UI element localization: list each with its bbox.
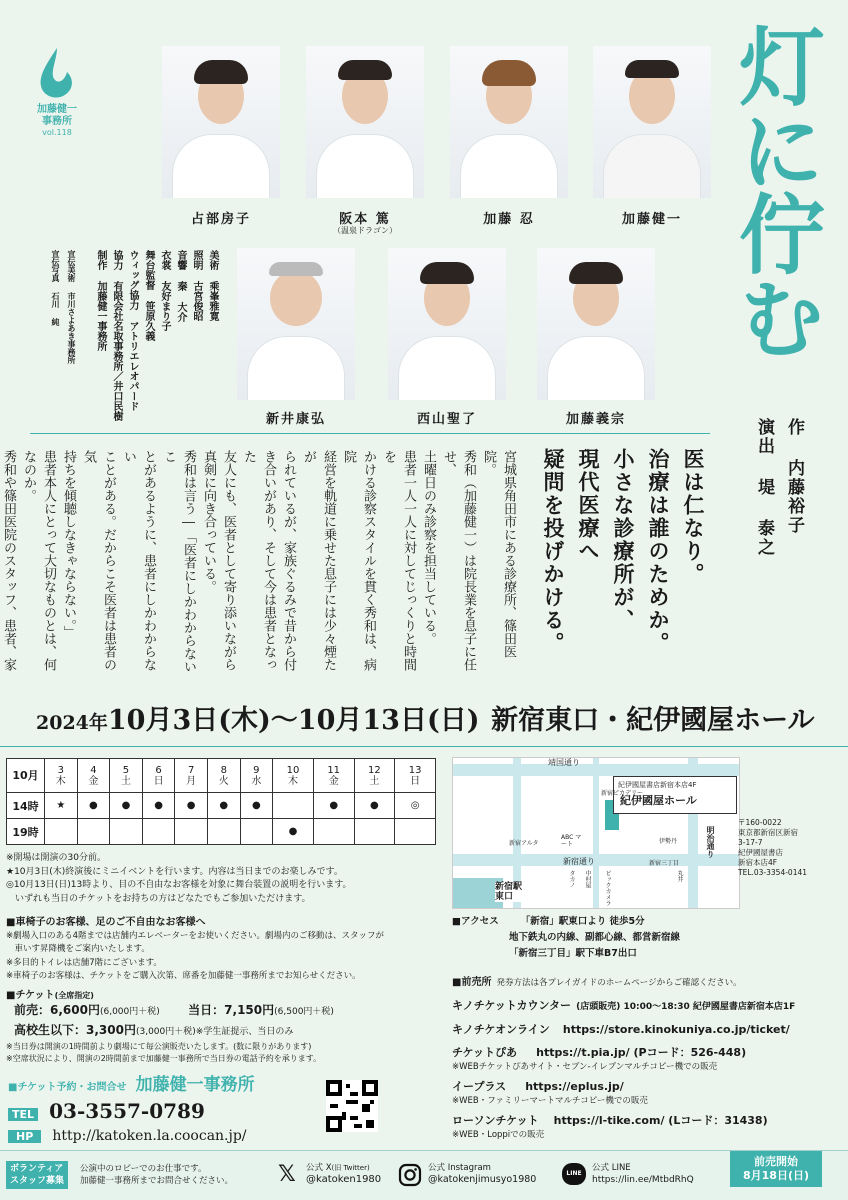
staff-credit: ウィッグ協力 アトリエレオパード	[127, 250, 138, 411]
schedule-time: 14時	[7, 793, 45, 819]
note-line: ※当日券は開演の1時間前より劇場にて毎公演販売いたします。(数に限りがあります)	[6, 1042, 312, 1051]
schedule-day: 9 水	[240, 759, 273, 793]
schedule-day: 7 月	[175, 759, 208, 793]
map-label: 新宿駅 東口	[495, 882, 531, 902]
cast-name: 新井康弘	[265, 412, 326, 427]
catch-line: 治療は誰のためか。	[646, 448, 671, 655]
vendor-name: キノチケオンライン	[452, 1023, 550, 1036]
staff-credit: 協力 有限会社名取事務所／井口民樹	[111, 250, 122, 421]
cast-photo-nishiyama	[388, 248, 506, 400]
map-label: 靖国通り	[548, 758, 580, 767]
performance-notes	[6, 852, 442, 906]
schedule-time: 19時	[7, 819, 45, 845]
access-line: 地下鉄丸の内線、副都心線、都営新宿線	[509, 932, 681, 943]
footer	[0, 1150, 848, 1200]
note-line: ※多目的トイレは店舗7階にございます。	[6, 957, 162, 968]
schedule-mark: ●	[110, 793, 143, 819]
staff-credit: 制作 加藤健一事務所	[95, 250, 106, 351]
section-divider	[30, 433, 710, 434]
address-line: 東京都新宿区新宿	[738, 828, 798, 837]
contact-info	[8, 1070, 328, 1144]
schedule-mark	[175, 819, 208, 845]
map-label: 新宿通り	[563, 857, 595, 866]
drop-flame-icon	[35, 46, 79, 100]
cast-name: 西山聖了	[416, 412, 477, 427]
vendor-sub: ※WEB・ファミリーマートマルチコピー機での販売	[452, 1096, 648, 1106]
advance-price-sub: (6,000円＋税)	[99, 1007, 160, 1017]
catch-copy	[536, 448, 711, 683]
synopsis-line: 秀和（加藤健一）は院長業を息子に任せ、	[441, 450, 476, 671]
vendor-name: チケットぴあ	[452, 1046, 518, 1059]
synopsis-line: き合いがあり、そして今は患者となった	[241, 450, 276, 671]
synopsis-line: 友人にも、医者として寄り添いながら	[221, 450, 236, 671]
contact-org: 加藤健一事務所	[135, 1075, 255, 1095]
cast-name: 加藤義宗	[565, 412, 626, 427]
staff-credit: 宣伝写真 石川 純	[51, 250, 61, 326]
cast-name: 占部房子	[190, 212, 251, 227]
access-label: ■アクセス	[452, 916, 499, 927]
schedule-mark	[207, 819, 240, 845]
date-year: 2024年	[36, 712, 108, 734]
vendor-name: ローソンチケット	[452, 1114, 539, 1127]
date-range: 10月3日(木)〜10月13日(日)	[107, 705, 480, 736]
note-line: ※開場は開演の30分前。	[6, 853, 106, 863]
student-price-sub: (3,000円＋税)※学生証提示、当日のみ	[135, 1027, 294, 1037]
schedule-row	[7, 793, 436, 819]
schedule-mark: ★	[45, 793, 78, 819]
student-label: 高校生以下：	[14, 1023, 87, 1037]
sales-label: ■前売所	[452, 977, 492, 988]
synopsis-line: られているが、家族ぐるみで昔から付	[281, 450, 296, 671]
schedule-mark: ●	[207, 793, 240, 819]
cast-photo-sakamoto	[306, 46, 424, 198]
address-line: 3-17-7	[738, 838, 763, 847]
staff-credit: 音響 秦 大介	[175, 250, 186, 322]
access-line: 「新宿三丁目」駅下車B7出口	[509, 948, 637, 959]
catch-line: 現代医療へ	[576, 448, 601, 563]
contact-hp-link[interactable]: http://katoken.la.coocan.jp/	[52, 1128, 247, 1144]
schedule-day: 6 日	[142, 759, 175, 793]
cast-photo-kato-shinobu	[450, 46, 568, 198]
qr-code[interactable]	[326, 1080, 378, 1132]
ticket-title: ■チケット	[6, 990, 55, 1001]
advance-label: 前売：	[14, 1003, 51, 1017]
map-hall: 紀伊國屋ホール	[620, 794, 697, 807]
schedule-mark	[354, 819, 395, 845]
synopsis-line: 患者一人一人に対してじっくりと時間を	[381, 450, 416, 671]
schedule-day: 4 金	[77, 759, 110, 793]
staff-credit: 舞台監督 笹原久義	[143, 250, 154, 341]
vendor-sub: ※WEBチケットぴあサイト・セブン-イレブンマルチコピー機での販売	[452, 1062, 718, 1072]
schedule-mark	[77, 819, 110, 845]
address-line: 紀伊國屋書店	[738, 848, 783, 857]
catch-line: 医は仁なり。	[681, 448, 706, 586]
schedule-day: 12 土	[354, 759, 395, 793]
logo-line1: 加藤健一	[37, 104, 77, 115]
schedule-mark	[313, 819, 354, 845]
map-label: 丸井	[676, 870, 683, 882]
staff-credit: 美術 乘峯雅寛	[207, 250, 218, 321]
schedule-mark	[45, 819, 78, 845]
schedule-mark	[240, 819, 273, 845]
vendor-detail[interactable]: https://eplus.jp/	[525, 1080, 624, 1093]
address-line: 新宿本店4F	[738, 858, 778, 867]
student-price: 3,300円	[86, 1023, 136, 1037]
section-divider	[0, 746, 848, 747]
schedule-header-row	[7, 759, 436, 793]
synopsis-line: とがあるように、患者にしかわからない	[121, 450, 156, 671]
synopsis-line: ことがある。だからこそ医者は患者の気	[81, 450, 116, 671]
schedule-mark: ◎	[395, 793, 436, 819]
address-line: 〒160-0022	[738, 818, 782, 827]
map-label: ABC マート	[561, 834, 582, 848]
cast-name: 阪本 篤	[339, 212, 391, 227]
note-line: ※劇場入口のある4階までは店舗内エレベーターをお使いください。劇場内のご移動は、スタッフが	[6, 930, 385, 941]
synopsis-line: かける診察スタイルを貫く秀和は、病院	[341, 450, 376, 671]
cast-name: 加藤健一	[621, 212, 682, 227]
door-price-sub: (6,500円＋税)	[274, 1007, 334, 1017]
address-line: TEL.03-3354-0141	[738, 868, 808, 877]
note-line: ★10月3日(木)終演後にミニイベントを行います。内容は当日までのお楽しみです。	[6, 866, 343, 877]
schedule-mark	[110, 819, 143, 845]
x-account[interactable]: 公式 X(旧 Twitter) @katoken1980	[306, 1163, 382, 1185]
schedule-mark: ●	[354, 793, 395, 819]
contact-tel[interactable]: 03-3557-0789	[49, 1099, 205, 1123]
wheelchair-info	[6, 916, 446, 984]
venue-map	[452, 757, 740, 909]
synopsis-line: なのか。	[21, 450, 36, 502]
logo-vol: vol.118	[42, 128, 72, 137]
synopsis-line: 経営を軌道に乗せた息子には少々煙たが	[301, 450, 336, 671]
synopsis-line: 秀和は言う―「医者にしかわからないこ	[161, 450, 196, 673]
contact-label: ■チケット予約・お問合せ	[8, 1082, 127, 1093]
schedule-day: 13 日	[395, 759, 436, 793]
synopsis-line: 宮城県角田市にある診療所、篠田医院。	[481, 450, 516, 658]
schedule-mark: ●	[273, 819, 314, 845]
play-title: 灯に佇む	[724, 22, 825, 358]
vendor-name: キノチケットカウンター	[452, 999, 572, 1012]
logo-line2: 事務所	[42, 116, 72, 127]
date-banner	[36, 698, 816, 737]
director-credit: 演出 堤 泰之	[754, 418, 774, 557]
tel-label: TEL	[8, 1108, 38, 1121]
note-line: ※空席状況により、開演の2時間前まで加藤健一事務所で当日券の電話予約を承ります。	[6, 1054, 322, 1063]
wheelchair-title: ■車椅子のお客様、足のご不自由なお客様へ	[6, 917, 206, 928]
synopsis-line: 真剣に向き合っている。	[201, 450, 216, 593]
author-credit: 作 内藤裕子	[784, 418, 804, 535]
line-icon[interactable]: LINE	[562, 1163, 586, 1185]
map-label: 中村屋	[584, 870, 591, 888]
schedule-day: 11 金	[313, 759, 354, 793]
hp-label: HP	[8, 1130, 41, 1143]
vendor-name: イープラス	[452, 1080, 507, 1093]
instagram-icon[interactable]	[398, 1163, 422, 1187]
map-label: 新宿三丁目	[649, 860, 680, 867]
map-label: 新宿アルタ	[509, 840, 539, 847]
staff-credit: 衣裳 友好まり子	[159, 250, 170, 331]
advance-price: 6,600円	[50, 1003, 100, 1017]
schedule-day: 8 火	[207, 759, 240, 793]
cast-name: 加藤 忍	[483, 212, 535, 227]
staff-credit: 宣伝美術 市川さよあき事務所	[67, 250, 77, 364]
catch-line: 小さな診療所が、	[611, 448, 636, 632]
vendor-detail[interactable]: https://l-tike.com/ (Lコード：31438)	[553, 1114, 768, 1127]
vendor-detail[interactable]: https://t.pia.jp/ (Pコード：526-448)	[536, 1046, 747, 1059]
synopsis-line: 患者本人にとって大切なものとは、何	[41, 450, 56, 671]
note-line: ◎10月13日(日)13時より、目の不自由なお客様を対象に舞台装置の説明を行います。	[6, 880, 352, 890]
volunteer-badge: ボランティア スタッフ募集	[6, 1161, 68, 1189]
vendor-sub: ※WEB・Loppiでの販売	[452, 1130, 545, 1140]
schedule-day: 5 土	[110, 759, 143, 793]
catch-line: 疑問を投げかける。	[541, 448, 566, 655]
schedule-mark	[142, 819, 175, 845]
instagram-account[interactable]: 公式 Instagram @katokenjimusyo1980	[428, 1163, 537, 1185]
schedule-day: 3 木	[45, 759, 78, 793]
door-price: 7,150円	[224, 1003, 275, 1017]
staff-credits	[30, 250, 220, 430]
note-line: 車いす昇降機をご案内いたします。	[6, 944, 150, 954]
sales-note: 発券方法は各プレイガイドのホームページからご確認ください。	[496, 978, 742, 988]
schedule-table	[6, 758, 436, 845]
volunteer-text: 公演中のロビーでのお仕事です。 加藤健一事務所までお問合せください。	[80, 1164, 234, 1186]
cast-photo-kato-yoshimune	[537, 248, 655, 400]
map-label: ビックカメラ	[604, 870, 611, 906]
line-account[interactable]: 公式 LINE https://lin.ee/MtbdRhQ	[592, 1163, 694, 1185]
vendor-detail[interactable]: https://store.kinokuniya.co.jp/ticket/	[562, 1023, 790, 1036]
note-line: ※車椅子のお客様は、チケットをご購入次第、席番を加藤健一事務所までお知らせください。	[6, 971, 361, 981]
staff-credit: 照明 古宮俊昭	[191, 250, 202, 321]
note-line: いずれも当日のチケットをお持ちの方はどなたでもご参加いただけます。	[6, 893, 311, 904]
presale-badge: 前売開始 8月18日(日)	[730, 1151, 822, 1187]
schedule-month: 10月	[7, 759, 45, 793]
access-info	[452, 914, 832, 962]
schedule-mark	[395, 819, 436, 845]
schedule-mark: ●	[142, 793, 175, 819]
synopsis-line: 秀和や篠田医院のスタッフ、患者、家	[1, 450, 16, 671]
schedule-mark: ●	[240, 793, 273, 819]
logo	[22, 46, 92, 138]
cast-photo-arai	[237, 248, 355, 400]
schedule-mark	[273, 793, 314, 819]
cast-affiliation: （温泉ドラゴン）	[333, 226, 397, 235]
map-label: タカノ	[568, 870, 575, 888]
schedule-mark: ●	[175, 793, 208, 819]
venue-address	[738, 818, 846, 878]
schedule-row	[7, 819, 436, 845]
door-label: 当日：	[188, 1003, 225, 1017]
vendor-detail[interactable]: (店頭販売) 10:00〜18:30 紀伊國屋書店新宿本店1F	[576, 1002, 796, 1012]
map-store: 紀伊國屋書店新宿本店4F	[618, 781, 697, 789]
cast-photo-urabe	[162, 46, 280, 198]
ticket-sales	[452, 972, 842, 1140]
access-line: 「新宿」駅東口より 徒歩5分	[520, 916, 645, 927]
synopsis	[1, 450, 518, 680]
synopsis-line: 持ちを傾聴しなきゃならない。」	[61, 450, 76, 639]
schedule-mark: ●	[77, 793, 110, 819]
venue: 新宿東口・紀伊國屋ホール	[491, 705, 815, 736]
synopsis-line: 土曜日のみ診察を担当している。	[421, 450, 436, 645]
schedule-day: 10 木	[273, 759, 314, 793]
cast-photo-kato-kenichi	[593, 46, 711, 198]
ticket-info	[6, 986, 446, 1065]
map-label: 伊勢丹	[659, 838, 678, 845]
map-label: 明治通り	[706, 826, 715, 858]
map-label: 新宿ピカデリー	[601, 790, 644, 797]
schedule-mark: ●	[313, 793, 354, 819]
x-icon[interactable]: 𝕏	[278, 1162, 296, 1187]
ticket-title-sub: (全席指定)	[54, 991, 94, 1000]
